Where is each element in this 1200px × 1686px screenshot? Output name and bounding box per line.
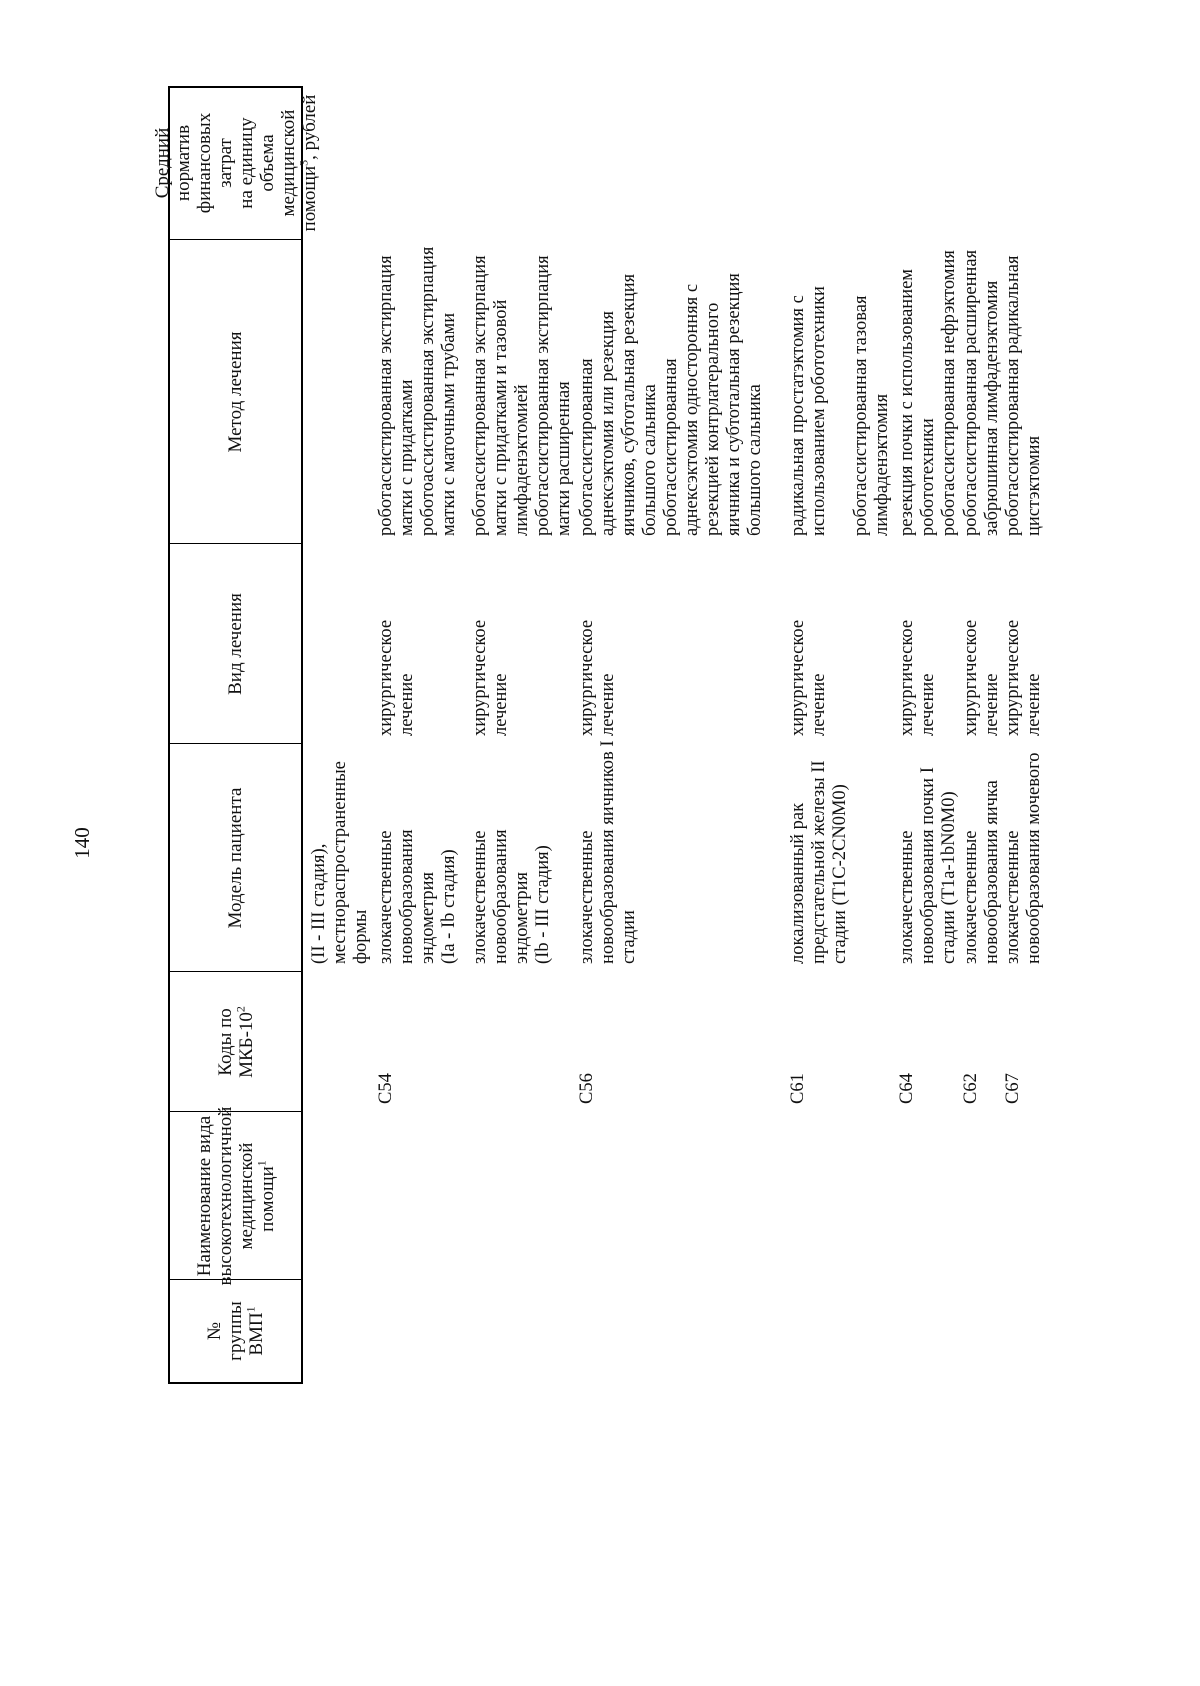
header-icd-codes: Коды по МКБ-$10^2$: [214, 1006, 257, 1078]
treatment-type-cell: хирургическое лечение: [897, 619, 938, 736]
method-cell: резекция почки с использованием робототехники роботассистированная нефрэктомия: [897, 250, 959, 536]
method-cell: роботассистированная аднексэктомия или резекция яичников, субтотальная резекция большого сальника роботассистированная аднексэктомия односторонняя с резекцией контрлатерального яичника и субтотальная резекция большого сальника: [577, 273, 765, 536]
table-header: [151, 86, 320, 1384]
model-cell: злокачественные новообразования эндометрия (Ib - III стадия): [470, 829, 553, 964]
method-cell: роботассистированная экстирпация матки с придатками роботоассистированная экстирпация матки с маточными трубами: [376, 246, 459, 536]
header-care-name: Наименование вида высокотехнологичной медицинской помощи$^1$: [193, 1106, 278, 1286]
icd-code-cell: C67: [1003, 1073, 1023, 1104]
treatment-type-cell: хирургическое лечение: [376, 619, 417, 736]
model-cell: злокачественные новообразования яичников I стадии: [577, 740, 639, 964]
method-cell: роботассистированная радикальная цистэктомия: [1003, 255, 1044, 536]
method-cell: роботассистированная тазовая лимфаденэктомия: [851, 295, 892, 536]
table-body: [303, 86, 1063, 1384]
treatment-type-cell: хирургическое лечение: [577, 619, 618, 736]
model-cell: злокачественные новообразования эндометрия (Ia - Ib стадия): [376, 829, 459, 964]
header-treatment-method: Метод лечения: [225, 331, 246, 453]
header-patient-model: Модель пациента: [225, 787, 246, 929]
icd-code-cell: C62: [961, 1073, 981, 1104]
model-cell: (II - III стадия), местнораспространенные формы: [309, 761, 371, 964]
icd-code-cell: C54: [376, 1073, 396, 1104]
model-cell: злокачественные новообразования мочевого: [1003, 752, 1044, 964]
treatment-type-cell: хирургическое лечение: [788, 619, 829, 736]
icd-code-cell: C56: [577, 1073, 597, 1104]
icd-code-cell: C64: [897, 1073, 917, 1104]
icd-code-cell: C61: [788, 1073, 808, 1104]
treatment-type-cell: хирургическое лечение: [1003, 619, 1044, 736]
header-group-number: № группы ВМП$^1$: [204, 1301, 267, 1361]
model-cell: локализованный рак предстательной железы II стадии (T1C-2CN0M0): [788, 760, 850, 964]
model-cell: злокачественные новообразования яичка: [961, 780, 1002, 964]
method-cell: роботассистированная расширенная забрюшинная лимфаденэктомия: [961, 249, 1002, 536]
method-cell: радикальная простатэктомия с использованием робототехники: [788, 286, 829, 536]
header-treatment-type: Вид лечения: [225, 593, 246, 695]
page-number: 140: [70, 827, 94, 859]
treatment-type-cell: хирургическое лечение: [470, 619, 511, 736]
header-average-cost: Средний норматив финансовых затрат на единицу объема медицинской помощи$^3$, рублей: [151, 94, 320, 232]
model-cell: злокачественные новообразования почки I стадии (T1a-1bN0M0): [897, 767, 959, 964]
method-cell: роботассистированная экстирпация матки с придатками и тазовой лимфаденэктомией роботассистированная экстирпация матки расширенная: [470, 255, 574, 536]
treatment-type-cell: хирургическое лечение: [961, 619, 1002, 736]
